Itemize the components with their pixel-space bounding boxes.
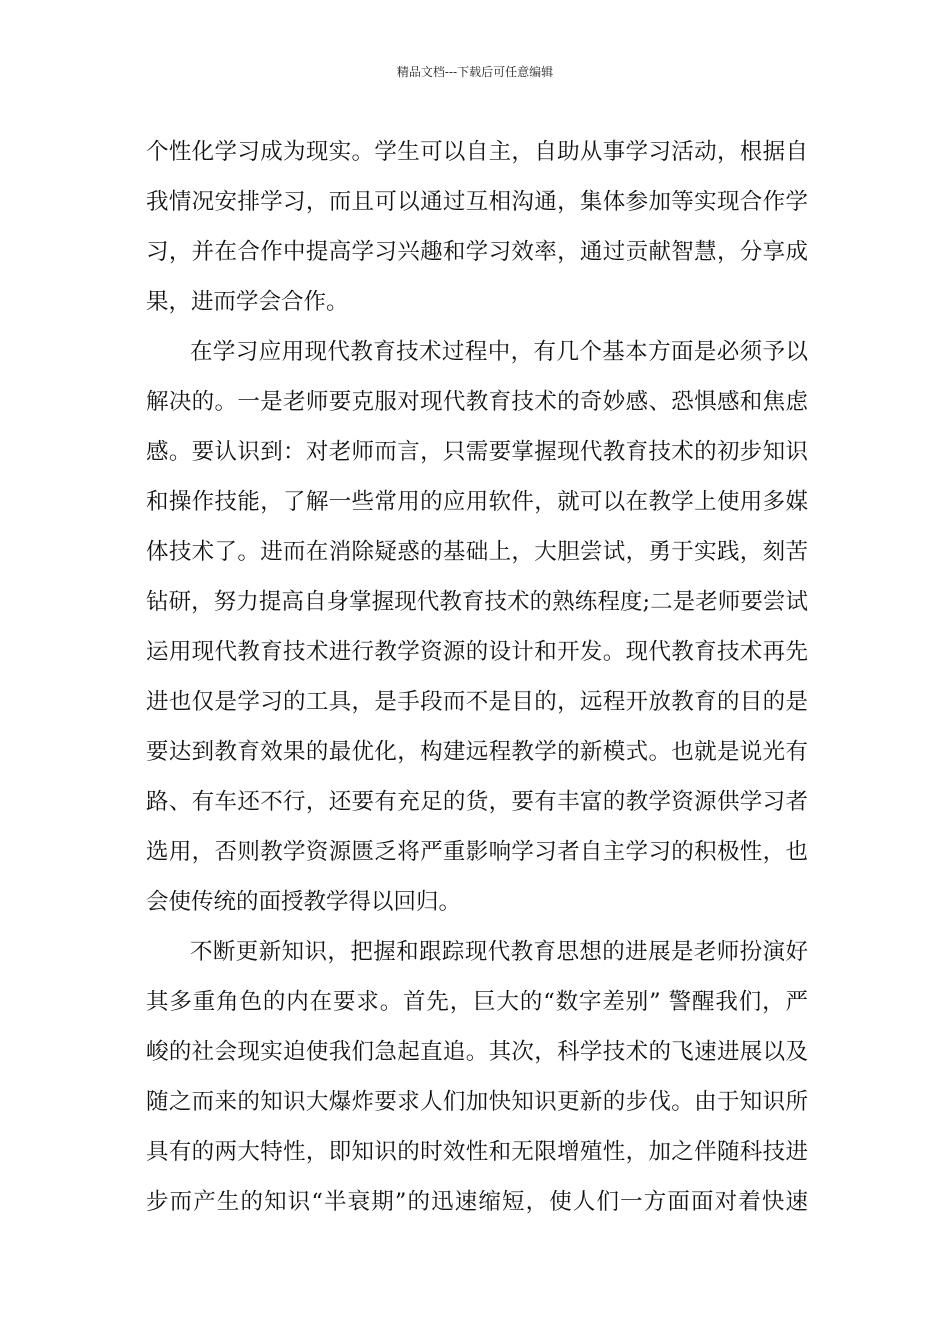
text-line: 峻的社会现实迫使我们急起直追。其次，科学技术的飞速进展以及 xyxy=(146,1039,808,1065)
page-header: 精品文档---下载后可任意编辑 xyxy=(396,65,554,79)
text-line: 感。要认识到：对老师而言，只需要掌握现代教育技术的初步知识 xyxy=(146,439,808,465)
text-line: 果，进而学会合作。 xyxy=(146,289,349,315)
document-body xyxy=(146,127,808,1227)
text-line: 进也仅是学习的工具，是手段而不是目的，远程开放教育的目的是 xyxy=(146,689,808,715)
text-line: 在学习应用现代教育技术过程中，有几个基本方面是必须予以 xyxy=(190,339,808,365)
text-line: 我情况安排学习，而且可以通过互相沟通，集体参加等实现合作学 xyxy=(146,189,808,215)
text-line: 习，并在合作中提高学习兴趣和学习效率，通过贡献智慧，分享成 xyxy=(146,239,808,265)
text-line: 体技术了。进而在消除疑惑的基础上，大胆尝试，勇于实践，刻苦 xyxy=(146,539,808,565)
paragraph xyxy=(146,327,808,927)
text-line: 具有的两大特性，即知识的时效性和无限增殖性，加之伴随科技进 xyxy=(146,1139,808,1165)
paragraph xyxy=(146,927,808,1227)
text-line: 个性化学习成为现实。学生可以自主，自助从事学习活动，根据自 xyxy=(146,139,808,165)
text-line: 路、有车还不行，还要有充足的货，要有丰富的教学资源供学习者 xyxy=(146,789,808,815)
text-line: 不断更新知识，把握和跟踪现代教育思想的进展是老师扮演好 xyxy=(190,939,808,965)
text-line: 钻研，努力提高自身掌握现代教育技术的熟练程度;二是老师要尝试 xyxy=(146,589,808,615)
text-line: 其多重角色的内在要求。首先，巨大的“数字差别” 警醒我们，严 xyxy=(146,989,808,1015)
text-line: 随之而来的知识大爆炸要求人们加快知识更新的步伐。由于知识所 xyxy=(146,1089,808,1115)
text-line: 运用现代教育技术进行教学资源的设计和开发。现代教育技术再先 xyxy=(146,639,808,665)
text-line: 和操作技能，了解一些常用的应用软件，就可以在教学上使用多媒 xyxy=(146,489,808,515)
paragraph xyxy=(146,127,808,327)
text-line: 会使传统的面授教学得以回归。 xyxy=(146,889,462,915)
text-line: 选用，否则教学资源匮乏将严重影响学习者自主学习的积极性，也 xyxy=(146,839,808,865)
text-line: 要达到教育效果的最优化，构建远程教学的新模式。也就是说光有 xyxy=(146,739,808,765)
text-line: 步而产生的知识“半衰期”的迅速缩短，使人们一方面面对着快速 xyxy=(146,1189,808,1215)
text-line: 解决的。一是老师要克服对现代教育技术的奇妙感、恐惧感和焦虑 xyxy=(146,389,808,415)
